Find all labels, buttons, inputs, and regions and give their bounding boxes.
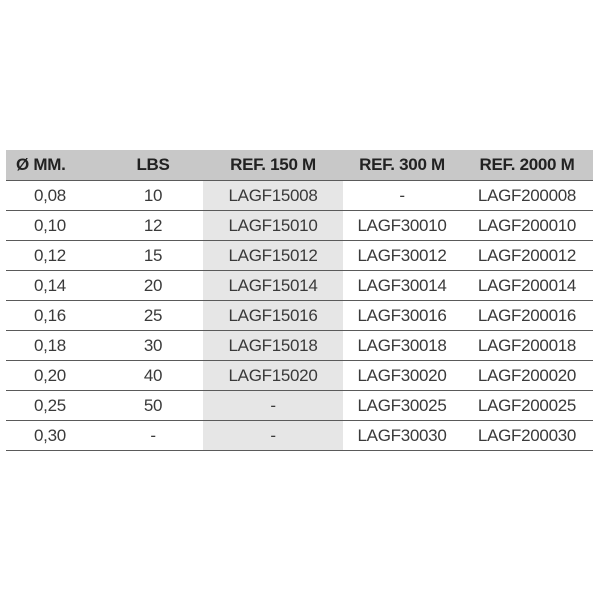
cell-ref-2000m: LAGF200025 <box>461 391 593 421</box>
table-row <box>6 361 593 391</box>
cell-ref-300m: LAGF30020 <box>343 361 461 391</box>
cell-ref-300m: LAGF30012 <box>343 241 461 271</box>
cell-ref-150m: LAGF15020 <box>203 361 343 391</box>
cell-lbs: 20 <box>103 271 203 301</box>
cell-lbs: 30 <box>103 331 203 361</box>
cell-ref-150m: - <box>203 421 343 451</box>
header-lbs: LBS <box>103 150 203 181</box>
cell-ref-2000m: LAGF200030 <box>461 421 593 451</box>
cell-ref-300m: - <box>343 181 461 211</box>
cell-ref-2000m: LAGF200014 <box>461 271 593 301</box>
cell-ref-2000m: LAGF200008 <box>461 181 593 211</box>
cell-diameter: 0,14 <box>6 271 103 301</box>
cell-diameter: 0,18 <box>6 331 103 361</box>
cell-ref-300m: LAGF30018 <box>343 331 461 361</box>
header-ref-300m: REF. 300 M <box>343 150 461 181</box>
cell-lbs: 12 <box>103 211 203 241</box>
cell-ref-2000m: LAGF200012 <box>461 241 593 271</box>
table-row <box>6 181 593 211</box>
cell-ref-300m: LAGF30014 <box>343 271 461 301</box>
cell-diameter: 0,12 <box>6 241 103 271</box>
table-header <box>6 150 593 181</box>
cell-lbs: 15 <box>103 241 203 271</box>
cell-ref-150m: LAGF15012 <box>203 241 343 271</box>
cell-lbs: 40 <box>103 361 203 391</box>
table-row <box>6 301 593 331</box>
cell-ref-2000m: LAGF200020 <box>461 361 593 391</box>
table-row <box>6 271 593 301</box>
spec-table <box>6 150 593 451</box>
cell-ref-150m: LAGF15016 <box>203 301 343 331</box>
cell-lbs: 50 <box>103 391 203 421</box>
header-row <box>6 150 593 181</box>
table-row <box>6 391 593 421</box>
table-row <box>6 421 593 451</box>
cell-ref-300m: LAGF30016 <box>343 301 461 331</box>
cell-diameter: 0,25 <box>6 391 103 421</box>
cell-lbs: 10 <box>103 181 203 211</box>
header-ref-150m: REF. 150 M <box>203 150 343 181</box>
table-row <box>6 211 593 241</box>
cell-ref-300m: LAGF30010 <box>343 211 461 241</box>
cell-ref-150m: LAGF15014 <box>203 271 343 301</box>
cell-ref-150m: LAGF15010 <box>203 211 343 241</box>
cell-ref-2000m: LAGF200018 <box>461 331 593 361</box>
cell-ref-150m: LAGF15018 <box>203 331 343 361</box>
table-row <box>6 241 593 271</box>
cell-ref-300m: LAGF30025 <box>343 391 461 421</box>
cell-diameter: 0,16 <box>6 301 103 331</box>
cell-ref-2000m: LAGF200010 <box>461 211 593 241</box>
table-body <box>6 181 593 451</box>
header-diameter: Ø MM. <box>6 150 103 181</box>
cell-diameter: 0,10 <box>6 211 103 241</box>
cell-diameter: 0,20 <box>6 361 103 391</box>
header-ref-2000m: REF. 2000 M <box>461 150 593 181</box>
cell-ref-300m: LAGF30030 <box>343 421 461 451</box>
cell-lbs: - <box>103 421 203 451</box>
cell-ref-150m: - <box>203 391 343 421</box>
cell-diameter: 0,08 <box>6 181 103 211</box>
table-row <box>6 331 593 361</box>
cell-ref-2000m: LAGF200016 <box>461 301 593 331</box>
cell-ref-150m: LAGF15008 <box>203 181 343 211</box>
cell-diameter: 0,30 <box>6 421 103 451</box>
cell-lbs: 25 <box>103 301 203 331</box>
